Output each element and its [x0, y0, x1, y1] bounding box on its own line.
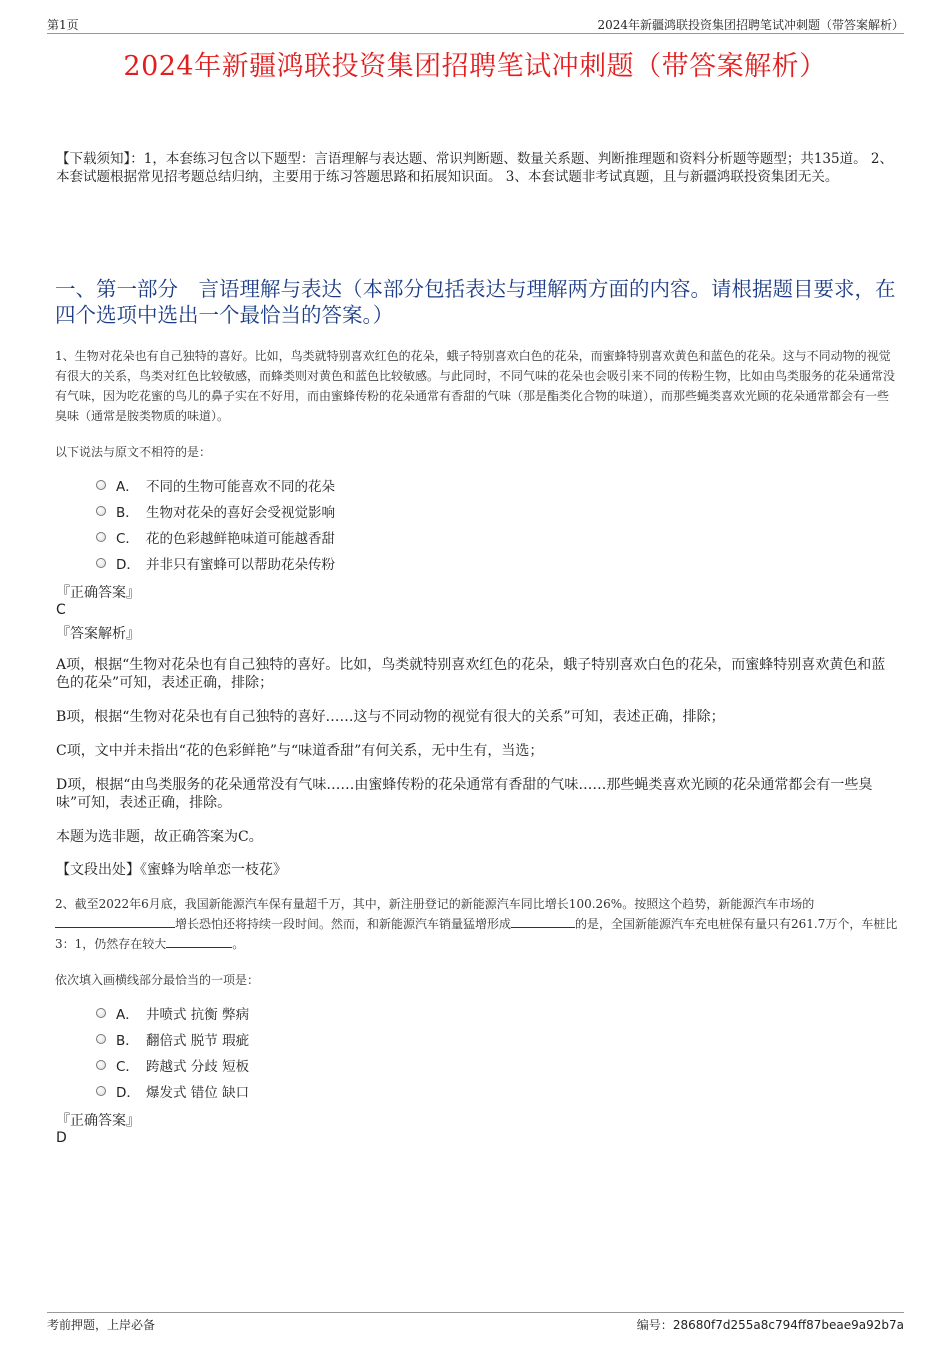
option-c[interactable]: C． 花的色彩越鲜艳味道可能越香甜 [96, 524, 335, 550]
question-2-text: 2、截至2022年6月底，我国新能源汽车保有量超千万，其中，新注册登记的新能源汽车同比增长100.26%。按照这个趋势，新能源汽车市场的增长恐怕还将持续一段时间。然而，和新能源汽车销量猛增形成 的是，全国新能源汽车充电桩保有量只有261.7万个，车桩比3：1，仍然存在较大 。 [55, 897, 898, 951]
radio-icon[interactable] [96, 480, 106, 490]
analysis-conclusion: 本题为选非题，故正确答案为C。 [56, 829, 263, 845]
option-c[interactable]: C． 跨越式 分歧 短板 [96, 1052, 249, 1078]
radio-icon[interactable] [96, 1086, 106, 1096]
page-footer [47, 1312, 904, 1333]
analysis-source: 【文段出处】《蜜蜂为啥单恋一枝花》 [56, 862, 287, 878]
analysis-a: A项，根据“生物对花朵也有自己独特的喜好。比如，鸟类就特别喜欢红色的花朵，蛾子特别喜欢白色的花朵，而蜜蜂特别喜欢黄色和蓝色的花朵”可知，表述正确，排除； [56, 657, 886, 691]
page-number: 第1页 [47, 18, 79, 32]
analysis-label: 『答案解析』 [56, 626, 140, 642]
page-title: 2024年新疆鸿联投资集团招聘笔试冲刺题（带答案解析） [123, 51, 827, 82]
option-d[interactable]: D． 爆发式 错位 缺口 [96, 1078, 249, 1104]
radio-icon[interactable] [96, 532, 106, 542]
radio-icon[interactable] [96, 1034, 106, 1044]
option-a[interactable]: A． 井喷式 抗衡 弊病 [96, 1000, 249, 1026]
fill-blank-2 [511, 914, 575, 928]
footer-code: 编号：28680f7d255a8c794ff87beae9a92b7a [636, 1318, 904, 1332]
radio-icon[interactable] [96, 1060, 106, 1070]
question-1-text: 1、生物对花朵也有自己独特的喜好。比如，鸟类就特别喜欢红色的花朵，蛾子特别喜欢白色的花朵，而蜜蜂特别喜欢黄色和蓝色的花朵。这与不同动物的视觉有很大的关系，鸟类对红色比较敏感，而蜂类则对黄色和蓝色比较敏感。与此同时，不同气味的花朵也会吸引来不同的传粉生物，比如由鸟类服务的花朵通常没有气味，因为吃花蜜的鸟儿的鼻子实在不好用，而由蜜蜂传粉的花朵通常有香甜的气味（那是酯类化合物的味道），而那些蝇类喜欢光顾的花朵通常都会有一些臭味（通常是胺类物质的味道）。 [55, 349, 896, 423]
radio-icon[interactable] [96, 558, 106, 568]
answer-label: 『正确答案』 [56, 1113, 140, 1129]
header-doc-title: 2024年新疆鸿联投资集团招聘笔试冲刺题（带答案解析） [597, 18, 904, 32]
footer-slogan: 考前押题，上岸必备 [47, 1318, 156, 1332]
fill-blank-1 [55, 914, 175, 928]
radio-icon[interactable] [96, 1008, 106, 1018]
question-1-prompt: 以下说法与原文不相符的是： [55, 445, 212, 459]
answer-label: 『正确答案』 [56, 585, 140, 601]
fill-blank-3 [166, 934, 232, 948]
download-notice: 【下载须知】：1，本套练习包含以下题型：言语理解与表达题、常识判断题、数量关系题、判断推理题和资料分析题等题型；共135道。 2、本套试题根据常见招考题总结归纳，主要用于练习答题思路和拓展知识面。 3、本套试题非考试真题，且与新疆鸿联投资集团无关。 [56, 151, 893, 185]
analysis-b: B项，根据“生物对花朵也有自己独特的喜好……这与不同动物的视觉有很大的关系”可知，表述正确，排除； [56, 709, 725, 725]
option-d[interactable]: D． 并非只有蜜蜂可以帮助花朵传粉 [96, 550, 335, 576]
question-1-options [96, 472, 335, 576]
question-2-options [96, 1000, 249, 1104]
analysis-c: C项，文中并未指出“花的色彩鲜艳”与“味道香甜”有何关系，无中生有，当选； [56, 743, 544, 759]
radio-icon[interactable] [96, 506, 106, 516]
option-b[interactable]: B． 生物对花朵的喜好会受视觉影响 [96, 498, 335, 524]
option-a[interactable]: A． 不同的生物可能喜欢不同的花朵 [96, 472, 335, 498]
section-heading: 一、第一部分 言语理解与表达（本部分包括表达与理解两方面的内容。请根据题目要求，在四个选项中选出一个最恰当的答案。） [55, 277, 896, 327]
answer-value: C [56, 602, 66, 618]
page-header [47, 14, 904, 34]
analysis-d: D项，根据“由鸟类服务的花朵通常没有气味……由蜜蜂传粉的花朵通常有香甜的气味……那些蝇类喜欢光顾的花朵通常都会有一些臭味”可知，表述正确，排除。 [56, 777, 873, 811]
question-2-prompt: 依次填入画横线部分最恰当的一项是： [55, 973, 260, 987]
answer-value: D [56, 1130, 67, 1146]
option-b[interactable]: B． 翻倍式 脱节 瑕疵 [96, 1026, 249, 1052]
